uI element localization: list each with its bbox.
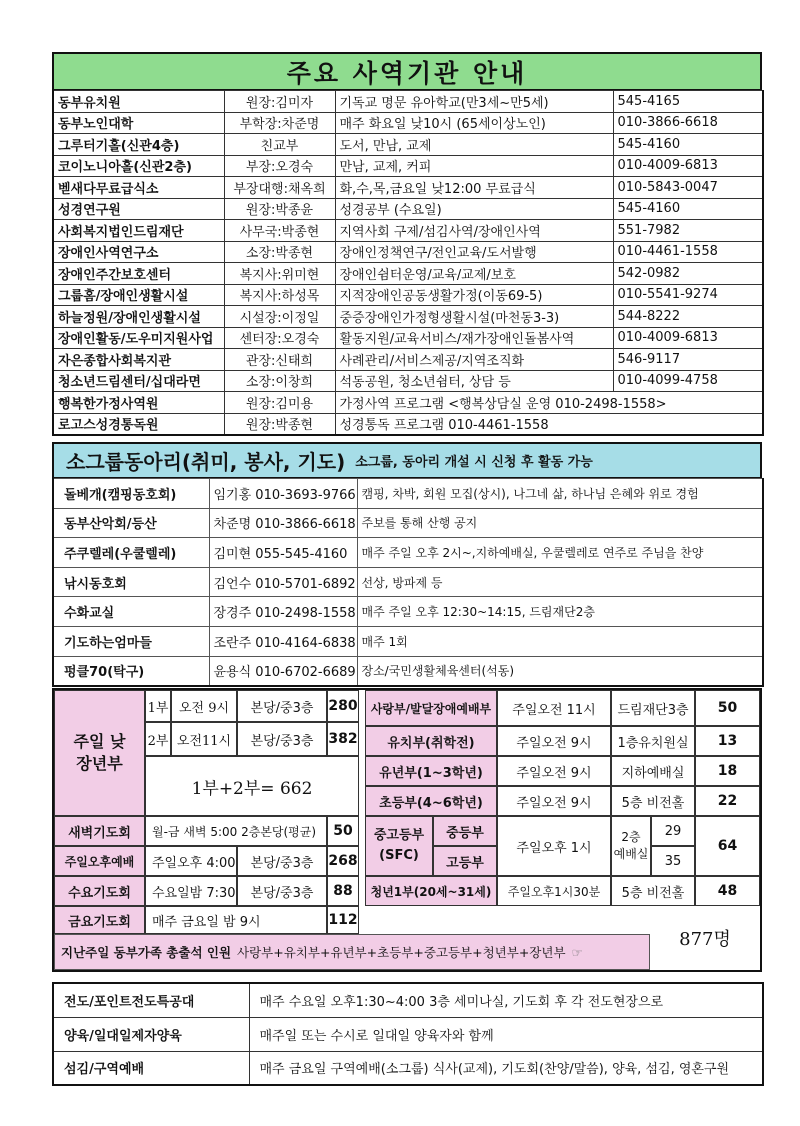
part1-count: 280 <box>327 690 359 722</box>
dept-count-1: 13 <box>695 726 760 756</box>
dept-count-2: 18 <box>695 756 760 786</box>
agency-desc: 만남, 교제, 커피 <box>335 155 613 177</box>
wednesday-label: 수요기도회 <box>54 876 145 906</box>
friday-time: 매주 금요일 밤 9시 <box>145 906 327 934</box>
agency-row <box>53 220 763 242</box>
agency-desc: 매주 화요일 낮10시 (65세이상노인) <box>335 112 613 134</box>
dawn-time: 월-금 새벽 5:00 2층본당(평균) <box>145 816 327 846</box>
ministry-row <box>53 1017 763 1051</box>
club-name: 주쿠렐레(우쿨렐레) <box>53 538 209 568</box>
agency-desc: 중증장애인가정형생활시설(마천동3-3) <box>335 306 613 328</box>
club-desc: 선상, 방파제 등 <box>357 567 763 597</box>
agency-desc: 성경통독 프로그램 010-4461-1558 <box>335 413 763 435</box>
agency-row <box>53 198 763 220</box>
agency-leader: 시설장:이정일 <box>224 306 335 328</box>
agency-phone: 545-4165 <box>613 91 763 113</box>
club-section <box>52 442 762 687</box>
youth-label: 중고등부 (SFC) <box>365 816 433 876</box>
agency-name: 장애인사역연구소 <box>53 241 224 263</box>
agency-phone: 544-8222 <box>613 306 763 328</box>
agency-leader: 친교부 <box>224 134 335 156</box>
ministry-desc: 매주일 또는 수시로 일대일 양육자와 함께 <box>249 1017 763 1051</box>
pointing-hand-icon: ☞ <box>571 944 583 960</box>
agency-leader: 소장:박종현 <box>224 241 335 263</box>
ministry-name: 전도/포인트전도특공대 <box>53 983 249 1017</box>
page-title: 주요 사역기관 안내 <box>52 52 762 90</box>
dept-label-1: 유치부(취학전) <box>365 726 497 756</box>
agency-phone: 010-4009-6813 <box>613 155 763 177</box>
part1-no: 1부 <box>145 690 171 722</box>
attendance-section <box>52 688 762 972</box>
agency-desc: 장애인쉼터운영/교육/교제/보호 <box>335 263 613 285</box>
dawn-count: 50 <box>327 816 359 846</box>
club-note: 소그룹, 동아리 개설 시 신청 후 활동 가능 <box>355 455 593 470</box>
agency-desc: 사례관리/서비스제공/지역조직화 <box>335 349 613 371</box>
agency-desc: 장애인정책연구/전인교육/도서발행 <box>335 241 613 263</box>
agency-name: 벧새다무료급식소 <box>53 177 224 199</box>
agency-phone: 542-0982 <box>613 263 763 285</box>
club-contact: 김언수 010-5701-6892 <box>209 567 357 597</box>
club-table <box>52 478 764 687</box>
club-name: 돌베개(캠핑동호회) <box>53 479 209 509</box>
part2-time: 오전11시 <box>171 722 237 756</box>
agency-row <box>53 349 763 371</box>
agency-leader: 복지사:하성목 <box>224 284 335 306</box>
agency-section <box>52 52 762 436</box>
club-contact: 차준명 010-3866-6618 <box>209 508 357 538</box>
dept-count-3: 22 <box>695 786 760 816</box>
agency-desc: 가정사역 프로그램 <행복상담실 운영 010-2498-1558> <box>335 392 763 414</box>
club-desc: 매주 주일 오후 12:30~14:15, 드림재단2층 <box>357 597 763 627</box>
agency-name: 청소년드림센터/십대라면 <box>53 370 224 392</box>
agency-name: 동부유치원 <box>53 91 224 113</box>
agency-phone: 010-5541-9274 <box>613 284 763 306</box>
sunday-adult-sum: 1부+2부= 662 <box>145 756 359 816</box>
agency-name: 사회복지법인드림재단 <box>53 220 224 242</box>
agency-leader: 원장:박종현 <box>224 413 335 435</box>
young-adult-time: 주일오후1시30분 <box>497 876 611 906</box>
agency-desc: 활동지원/교육서비스/재가장애인돌봄사역 <box>335 327 613 349</box>
agency-row <box>53 263 763 285</box>
agency-leader: 원장:김미용 <box>224 392 335 414</box>
agency-name: 동부노인대학 <box>53 112 224 134</box>
wednesday-count: 88 <box>327 876 359 906</box>
agency-name: 그룹홈/장애인생활시설 <box>53 284 224 306</box>
youth-total: 64 <box>695 816 760 876</box>
agency-name: 로고스성경통독원 <box>53 413 224 435</box>
agency-name: 장애인활동/도우미지원사업 <box>53 327 224 349</box>
club-contact: 조란주 010-4164-6838 <box>209 626 357 656</box>
ministry-name: 섬김/구역예배 <box>53 1051 249 1085</box>
agency-name: 장애인주간보호센터 <box>53 263 224 285</box>
total-count: 877명 <box>679 929 731 950</box>
club-desc: 매주 1회 <box>357 626 763 656</box>
friday-label: 금요기도회 <box>54 906 145 934</box>
agency-phone: 545-4160 <box>613 198 763 220</box>
part2-count: 382 <box>327 722 359 756</box>
agency-leader: 복지사:위미현 <box>224 263 335 285</box>
agency-leader: 센터장:오경숙 <box>224 327 335 349</box>
dept-place-1: 1층유치원실 <box>611 726 695 756</box>
club-row <box>53 508 763 538</box>
club-row <box>53 567 763 597</box>
agency-row <box>53 284 763 306</box>
total-attendance-bar <box>54 934 650 970</box>
agency-phone: 010-4009-6813 <box>613 327 763 349</box>
ministry-name: 양육/일대일제자양육 <box>53 1017 249 1051</box>
agency-row <box>53 155 763 177</box>
young-adult-label: 청년1부(20세~31세) <box>365 876 497 906</box>
agency-row <box>53 370 763 392</box>
agency-desc: 지적장애인공동생활가정(이동69-5) <box>335 284 613 306</box>
agency-row <box>53 392 763 414</box>
agency-leader: 관장:신태희 <box>224 349 335 371</box>
club-title: 소그룹동아리(취미, 봉사, 기도) <box>66 450 346 474</box>
wednesday-place: 본당/중3층 <box>237 876 327 906</box>
agency-leader: 원장:김미자 <box>224 91 335 113</box>
agency-row <box>53 134 763 156</box>
club-desc: 장소/국민생활체육센터(석동) <box>357 656 763 686</box>
dept-time-3: 주일오전 9시 <box>497 786 611 816</box>
agency-desc: 도서, 만남, 교제 <box>335 134 613 156</box>
club-row <box>53 538 763 568</box>
ministry-section <box>52 982 762 1086</box>
club-desc: 주보를 통해 산행 공지 <box>357 508 763 538</box>
agency-name: 자은종합사회복지관 <box>53 349 224 371</box>
dept-time-0: 주일오전 11시 <box>497 690 611 726</box>
agency-leader: 부장:오경숙 <box>224 155 335 177</box>
sunday-pm-place: 본당/중3층 <box>237 846 327 876</box>
part2-no: 2부 <box>145 722 171 756</box>
part1-time: 오전 9시 <box>171 690 237 722</box>
agency-leader: 부장대행:채옥희 <box>224 177 335 199</box>
agency-desc: 지역사회 구제/섬김사역/장애인사역 <box>335 220 613 242</box>
agency-desc: 석동공원, 청소년쉼터, 상담 등 <box>335 370 613 392</box>
dept-place-3: 5층 비전홀 <box>611 786 695 816</box>
club-row <box>53 656 763 686</box>
agency-phone: 546-9117 <box>613 349 763 371</box>
agency-name: 그루터기홀(신관4층) <box>53 134 224 156</box>
agency-row <box>53 327 763 349</box>
agency-leader: 부학장:차준명 <box>224 112 335 134</box>
agency-row <box>53 306 763 328</box>
youth-high-count: 35 <box>651 846 695 876</box>
young-adult-count: 48 <box>695 876 760 906</box>
ministry-table <box>52 982 764 1086</box>
dept-time-1: 주일오전 9시 <box>497 726 611 756</box>
agency-leader: 원장:박종윤 <box>224 198 335 220</box>
agency-phone: 010-4099-4758 <box>613 370 763 392</box>
club-name: 펑클70(탁구) <box>53 656 209 686</box>
agency-row <box>53 177 763 199</box>
wednesday-time: 수요일밤 7:30 <box>145 876 237 906</box>
agency-row <box>53 413 763 435</box>
club-contact: 임기홍 010-3693-9766 <box>209 479 357 509</box>
ministry-desc: 매주 수요일 오후1:30~4:00 3층 세미나실, 기도회 후 각 전도현장으로 <box>249 983 763 1017</box>
youth-middle-count: 29 <box>651 816 695 846</box>
agency-desc: 성경공부 (수요일) <box>335 198 613 220</box>
club-contact: 윤용식 010-6702-6689 <box>209 656 357 686</box>
dept-label-3: 초등부(4~6학년) <box>365 786 497 816</box>
dawn-label: 새벽기도회 <box>54 816 145 846</box>
agency-desc: 기독교 명문 유아학교(만3세~만5세) <box>335 91 613 113</box>
agency-row <box>53 112 763 134</box>
agency-name: 하늘정원/장애인생활시설 <box>53 306 224 328</box>
youth-middle-label: 중등부 <box>433 816 497 846</box>
club-contact: 장경주 010-2498-1558 <box>209 597 357 627</box>
friday-count: 112 <box>327 906 359 934</box>
dept-label-2: 유년부(1~3학년) <box>365 756 497 786</box>
young-adult-place: 5층 비전홀 <box>611 876 695 906</box>
agency-table <box>52 90 764 436</box>
agency-leader: 사무국:박종현 <box>224 220 335 242</box>
club-name: 동부산악회/등산 <box>53 508 209 538</box>
agency-name: 성경연구원 <box>53 198 224 220</box>
youth-time: 주일오후 1시 <box>497 816 611 876</box>
agency-name: 행복한가정사역원 <box>53 392 224 414</box>
agency-desc: 화,수,목,금요일 낮12:00 무료급식 <box>335 177 613 199</box>
club-name: 수화교실 <box>53 597 209 627</box>
agency-phone: 010-5843-0047 <box>613 177 763 199</box>
sunday-adult-label: 주일 낮 장년부 <box>54 690 145 816</box>
dept-place-0: 드림재단3층 <box>611 690 695 726</box>
sunday-pm-count: 268 <box>327 846 359 876</box>
dept-count-0: 50 <box>695 690 760 726</box>
total-formula: 사랑부+유치부+유년부+초등부+중고등부+청년부+장년부 <box>237 945 566 960</box>
club-row <box>53 479 763 509</box>
part2-place: 본당/중3층 <box>237 722 327 756</box>
agency-phone: 010-4461-1558 <box>613 241 763 263</box>
club-row <box>53 597 763 627</box>
sunday-pm-time: 주일오후 4:00 <box>145 846 237 876</box>
dept-time-2: 주일오전 9시 <box>497 756 611 786</box>
agency-leader: 소장:이창희 <box>224 370 335 392</box>
agency-row <box>53 91 763 113</box>
agency-phone: 551-7982 <box>613 220 763 242</box>
youth-high-label: 고등부 <box>433 846 497 876</box>
agency-row <box>53 241 763 263</box>
part1-place: 본당/중3층 <box>237 690 327 722</box>
club-desc: 매주 주일 오후 2시~,지하예배실, 우쿨렐레로 연주로 주님을 찬양 <box>357 538 763 568</box>
agency-phone: 010-3866-6618 <box>613 112 763 134</box>
dept-place-2: 지하예배실 <box>611 756 695 786</box>
sunday-pm-label: 주일오후예배 <box>54 846 145 876</box>
dept-label-0: 사랑부/발달장애예배부 <box>365 690 497 726</box>
ministry-row <box>53 1051 763 1085</box>
ministry-row <box>53 983 763 1017</box>
club-header <box>52 442 762 478</box>
club-row <box>53 626 763 656</box>
ministry-desc: 매주 금요일 구역예배(소그룹) 식사(교제), 기도회(찬양/말씀), 양육, 섬김, 영혼구원 <box>249 1051 763 1085</box>
club-name: 낚시동호회 <box>53 567 209 597</box>
youth-place: 2층 예배실 <box>611 816 651 876</box>
club-name: 기도하는엄마들 <box>53 626 209 656</box>
total-label: 지난주일 동부가족 총출석 인원 <box>61 945 232 960</box>
agency-name: 코이노니아홀(신관2층) <box>53 155 224 177</box>
club-desc: 캠핑, 차박, 회원 모집(상시), 나그네 삶, 하나님 은혜와 위로 경험 <box>357 479 763 509</box>
agency-phone: 545-4160 <box>613 134 763 156</box>
club-contact: 김미현 055-545-4160 <box>209 538 357 568</box>
